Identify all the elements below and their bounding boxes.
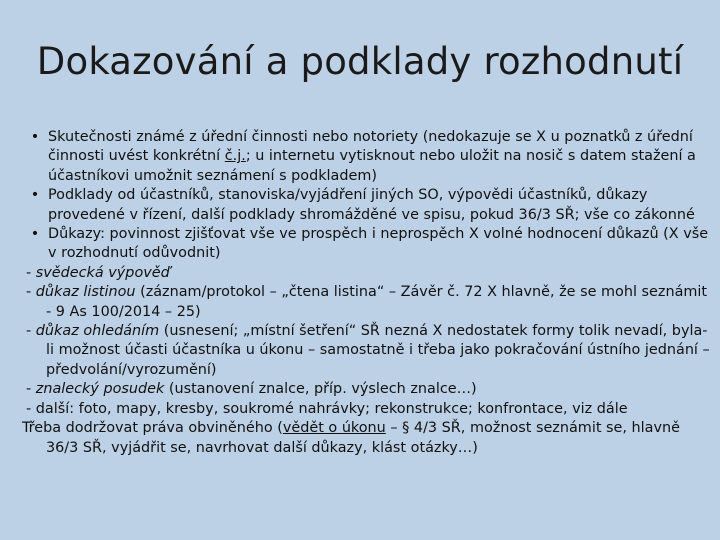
dash-item — [22, 264, 712, 283]
dash-item: - znalecký posudek (ustanovení znalce, příp. výslech znalce…) — [26, 381, 477, 398]
bullet-item — [22, 186, 712, 225]
bullet-text: Důkazy: povinnost zjišťovat vše ve prospěch i neprospěch X volné hodnocení důkazů (X vše v rozhodnutí odůvodnit) — [48, 226, 709, 262]
slide-title: Dokazování a podklady rozhodnutí — [36, 40, 684, 83]
bullet-marker: • — [30, 187, 40, 204]
dash-item: - důkaz ohledáním (usnesení; „místní šetření“ SŘ nezná X nedostatek formy tolik nevadí, byla-li možnost účasti účastníka u úkonu – samostatně i třeba jako pokračování ústního jednání – předvolání/vyrozumění) — [26, 323, 710, 378]
bullet-text: Skutečnosti známé z úřední činnosti nebo notoriety (nedokazuje se X u poznatků z úřední činnosti uvést konkrétní č.j.; u internetu vytisknout nebo uložit na nosič s datem stažení a účastníkovi umožnit seznámení s podkladem) — [48, 129, 696, 184]
dash-item: - další: foto, mapy, kresby, soukromé nahrávky; rekonstrukce; konfrontace, viz dále — [26, 400, 628, 417]
bullet-marker: • — [30, 226, 40, 243]
bullet-item — [22, 225, 712, 264]
underlined-text: vědět o úkonu — [282, 420, 386, 437]
evidence-type: důkaz listinou — [35, 284, 136, 301]
bullet-item — [22, 128, 712, 186]
bullet-marker: • — [30, 129, 40, 145]
evidence-type: svědecká výpověď — [35, 264, 170, 281]
evidence-type: znalecký posudek — [35, 381, 165, 398]
dash-marker: - — [26, 323, 32, 340]
dash-marker: - — [26, 264, 32, 281]
evidence-type: důkaz ohledáním — [35, 323, 160, 340]
dash-item: - důkaz listinou (záznam/protokol – „čtena listina“ – Závěr č. 72 X hlavně, že se mohl seznámit - 9 As 100/2014 – 25) — [26, 284, 708, 320]
dash-marker: - — [26, 284, 32, 301]
dash-marker: - — [26, 381, 32, 398]
slide-body — [22, 128, 712, 458]
bullet-text: Podklady od účastníků, stanoviska/vyjádření jiných SO, výpovědi účastníků, důkazy provedené v řízení, další podklady shromážděné ve spisu, pokud 36/3 SŘ; vše co zákonné — [48, 187, 695, 223]
underlined-text: č.j. — [224, 148, 246, 165]
dash-marker: - — [26, 400, 32, 417]
closing-paragraph: Třeba dodržovat práva obviněného (vědět o úkonu – § 4/3 SŘ, možnost seznámit se, hlavně 36/3 SŘ, vyjádřit se, navrhovat další důkazy, klást otázky…) — [22, 420, 680, 456]
